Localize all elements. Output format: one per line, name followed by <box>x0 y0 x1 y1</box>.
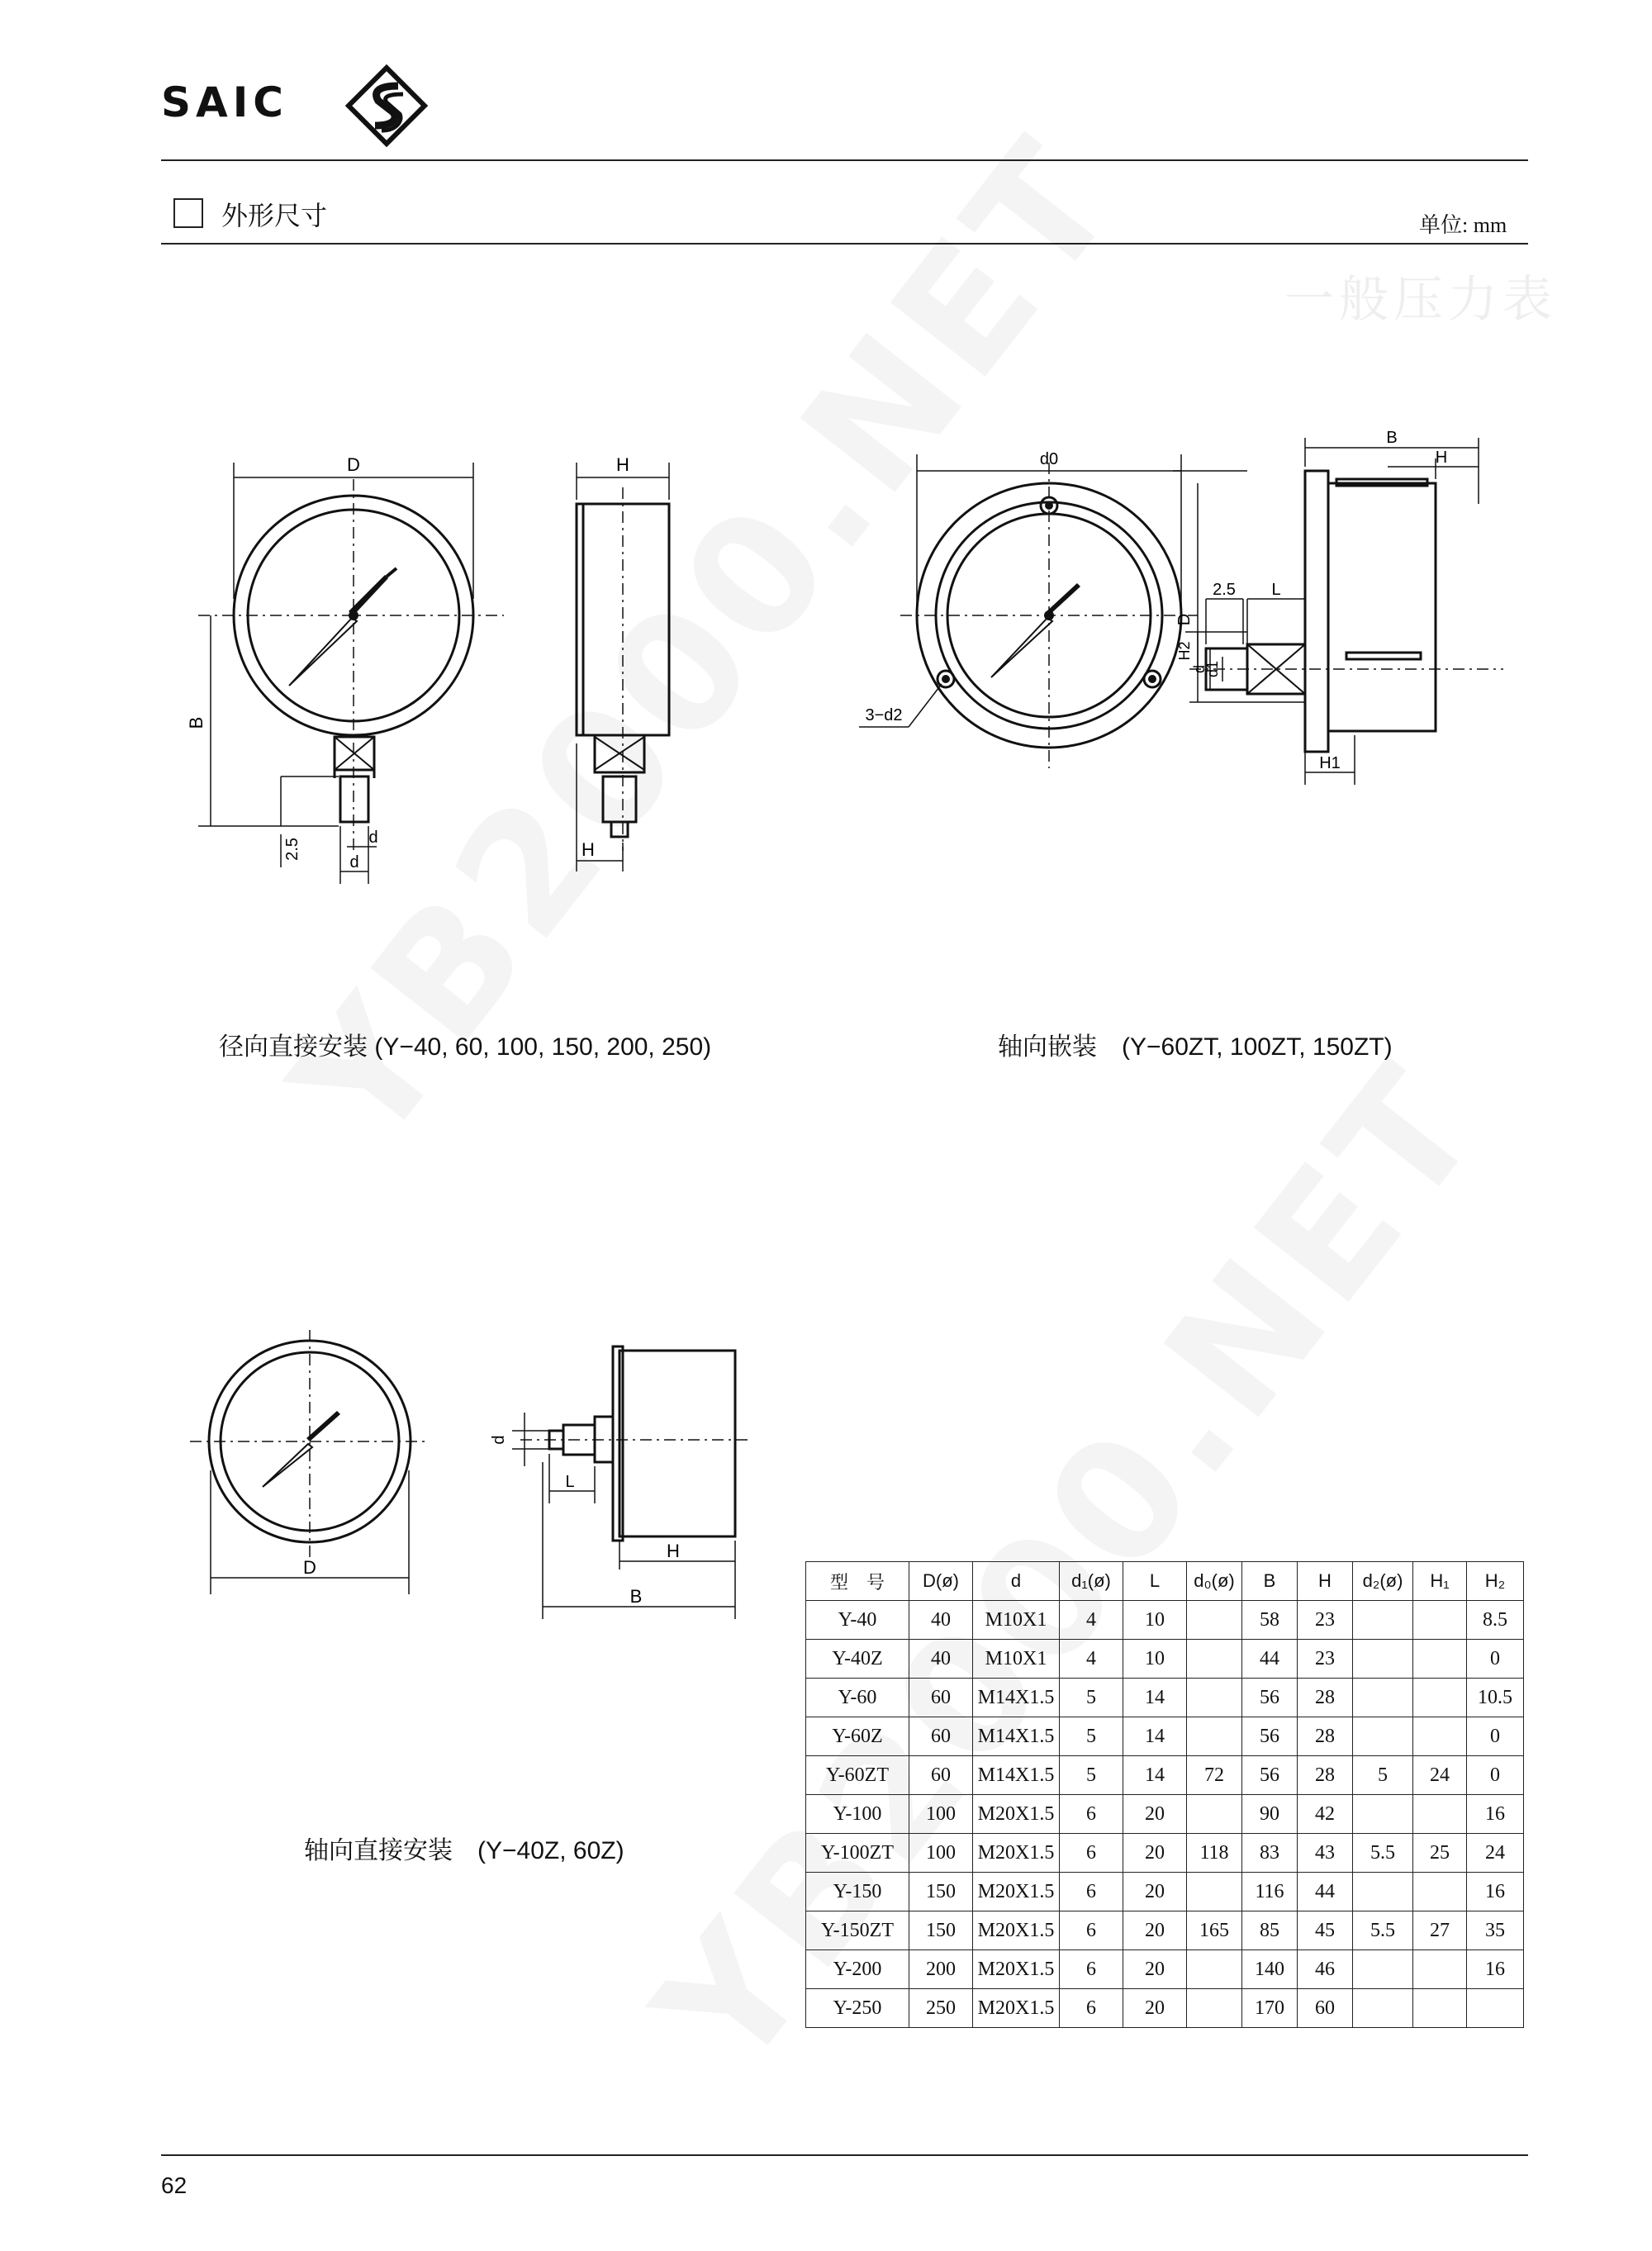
logo-text: SAIC <box>161 78 289 126</box>
table-cell: 150 <box>909 1911 973 1950</box>
dim-label: H1 <box>1319 754 1341 772</box>
model-cell: Y-200 <box>806 1950 909 1989</box>
table-row <box>806 1873 1524 1911</box>
table-cell <box>1187 1989 1242 2028</box>
table-cell: 28 <box>1298 1717 1353 1756</box>
table-cell: 44 <box>1298 1873 1353 1911</box>
table-cell: M20X1.5 <box>973 1795 1060 1834</box>
dim-label: 2.5 <box>1213 581 1236 599</box>
table-cell: M10X1 <box>973 1601 1060 1640</box>
table-cell: 6 <box>1060 1834 1123 1873</box>
dim-label: d <box>490 1435 508 1445</box>
dim-label: H <box>582 839 595 860</box>
table-cell <box>1353 1795 1413 1834</box>
caption-axial-embedded: 轴向嵌装 (Y−60ZT, 100ZT, 150ZT) <box>998 1033 1393 1061</box>
table-cell <box>1413 1873 1467 1911</box>
table-cell: 8.5 <box>1467 1601 1524 1640</box>
table-cell: 60 <box>909 1717 973 1756</box>
table-cell: 6 <box>1060 1950 1123 1989</box>
table-cell: 165 <box>1187 1911 1242 1950</box>
table-cell: 25 <box>1413 1834 1467 1873</box>
table-cell: 56 <box>1242 1717 1298 1756</box>
radial-mount-drawing <box>165 438 727 900</box>
table-cell: 170 <box>1242 1989 1298 2028</box>
table-cell: 20 <box>1123 1834 1187 1873</box>
dim-label: H <box>1435 449 1448 467</box>
table-cell: 4 <box>1060 1640 1123 1679</box>
table-header-cell: L <box>1123 1562 1187 1601</box>
table-header-cell: d₁(ø) <box>1060 1562 1123 1601</box>
table-cell: 60 <box>1298 1989 1353 2028</box>
dim-label: d <box>368 829 378 847</box>
dim-label: B <box>186 716 206 729</box>
table-cell <box>1187 1679 1242 1717</box>
table-cell: 14 <box>1123 1717 1187 1756</box>
model-cell: Y-250 <box>806 1989 909 2028</box>
table-header-cell: H <box>1298 1562 1353 1601</box>
table-cell: 10 <box>1123 1601 1187 1640</box>
model-cell: Y-40Z <box>806 1640 909 1679</box>
table-cell <box>1467 1989 1524 2028</box>
table-row <box>806 1795 1524 1834</box>
table-cell <box>1353 1717 1413 1756</box>
table-cell: 90 <box>1242 1795 1298 1834</box>
table-cell: 20 <box>1123 1873 1187 1911</box>
axial-embedded-drawing <box>859 421 1512 801</box>
table-header-row <box>806 1562 1524 1601</box>
table-cell: 5.5 <box>1353 1834 1413 1873</box>
table-cell <box>1187 1601 1242 1640</box>
table-row <box>806 1679 1524 1717</box>
table-cell <box>1353 1989 1413 2028</box>
model-cell: Y-60 <box>806 1679 909 1717</box>
table-header-cell: B <box>1242 1562 1298 1601</box>
section-checkbox <box>173 198 203 228</box>
table-cell: 43 <box>1298 1834 1353 1873</box>
table-cell: 100 <box>909 1834 973 1873</box>
table-cell: M20X1.5 <box>973 1911 1060 1950</box>
table-cell: 6 <box>1060 1989 1123 2028</box>
table-row <box>806 1640 1524 1679</box>
table-cell: 40 <box>909 1601 973 1640</box>
model-cell: Y-40 <box>806 1601 909 1640</box>
table-cell <box>1413 1989 1467 2028</box>
table-row <box>806 1756 1524 1795</box>
table-cell <box>1353 1601 1413 1640</box>
table-cell: 27 <box>1413 1911 1467 1950</box>
section-rule <box>161 243 1528 245</box>
table-cell: 20 <box>1123 1989 1187 2028</box>
model-cell: Y-150ZT <box>806 1911 909 1950</box>
table-cell: 6 <box>1060 1873 1123 1911</box>
table-header-cell: d₂(ø) <box>1353 1562 1413 1601</box>
table-cell: M14X1.5 <box>973 1717 1060 1756</box>
table-header-cell: 型 号 <box>806 1562 909 1601</box>
table-cell <box>1413 1640 1467 1679</box>
dimension-table <box>805 1561 1524 2028</box>
table-cell: 20 <box>1123 1950 1187 1989</box>
table-cell: 28 <box>1298 1679 1353 1717</box>
table-cell: 150 <box>909 1873 973 1911</box>
table-cell: 6 <box>1060 1911 1123 1950</box>
table-cell: 16 <box>1467 1873 1524 1911</box>
dim-label: B <box>629 1586 643 1607</box>
table-cell: 24 <box>1413 1756 1467 1795</box>
table-cell <box>1413 1950 1467 1989</box>
table-cell: M10X1 <box>973 1640 1060 1679</box>
table-header-cell: H₁ <box>1413 1562 1467 1601</box>
table-cell: 24 <box>1467 1834 1524 1873</box>
table-cell: 14 <box>1123 1756 1187 1795</box>
table-cell <box>1187 1950 1242 1989</box>
model-cell: Y-60ZT <box>806 1756 909 1795</box>
table-cell: M14X1.5 <box>973 1679 1060 1717</box>
table-cell: 45 <box>1298 1911 1353 1950</box>
table-cell: M14X1.5 <box>973 1756 1060 1795</box>
axial-direct-drawing <box>182 1322 752 1636</box>
table-cell <box>1413 1679 1467 1717</box>
table-header-cell: d <box>973 1562 1060 1601</box>
dim-label: 2.5 <box>283 838 301 861</box>
table-cell: M20X1.5 <box>973 1834 1060 1873</box>
saic-logo-icon <box>345 64 428 147</box>
table-cell: 16 <box>1467 1950 1524 1989</box>
table-cell: 116 <box>1242 1873 1298 1911</box>
table-row <box>806 1834 1524 1873</box>
table-cell <box>1353 1950 1413 1989</box>
table-header-cell: H₂ <box>1467 1562 1524 1601</box>
table-cell: 0 <box>1467 1756 1524 1795</box>
table-cell: 118 <box>1187 1834 1242 1873</box>
table-cell: M20X1.5 <box>973 1950 1060 1989</box>
table-cell: 23 <box>1298 1601 1353 1640</box>
model-cell: Y-150 <box>806 1873 909 1911</box>
table-row <box>806 1989 1524 2028</box>
table-cell: 42 <box>1298 1795 1353 1834</box>
table-cell: 5 <box>1060 1679 1123 1717</box>
table-cell: 72 <box>1187 1756 1242 1795</box>
table-cell: 23 <box>1298 1640 1353 1679</box>
table-cell: 140 <box>1242 1950 1298 1989</box>
table-cell <box>1353 1873 1413 1911</box>
caption-axial-direct: 轴向直接安装 (Y−40Z, 60Z) <box>304 1837 624 1864</box>
dim-label: d <box>1191 664 1208 674</box>
dim-label: 3−d2 <box>865 706 903 724</box>
table-cell: 6 <box>1060 1795 1123 1834</box>
model-cell: Y-100 <box>806 1795 909 1834</box>
dim-label: d0 <box>1039 450 1059 468</box>
table-cell <box>1413 1795 1467 1834</box>
table-cell: 4 <box>1060 1601 1123 1640</box>
table-cell: 250 <box>909 1989 973 2028</box>
table-row <box>806 1717 1524 1756</box>
table-cell <box>1353 1679 1413 1717</box>
table-cell: 5 <box>1060 1756 1123 1795</box>
model-cell: Y-60Z <box>806 1717 909 1756</box>
table-cell: 35 <box>1467 1911 1524 1950</box>
table-cell: 56 <box>1242 1756 1298 1795</box>
table-cell: 10 <box>1123 1640 1187 1679</box>
dim-label: D <box>303 1557 316 1578</box>
table-cell: 5 <box>1060 1717 1123 1756</box>
table-cell: 200 <box>909 1950 973 1989</box>
faded-title: 一般压力表 <box>1284 272 1557 327</box>
dim-label: d <box>349 853 359 871</box>
table-cell: 46 <box>1298 1950 1353 1989</box>
unit-label: 单位: mm <box>1419 213 1507 237</box>
dim-label: H2 <box>1176 641 1193 661</box>
table-cell <box>1187 1717 1242 1756</box>
dim-label: B <box>1386 429 1398 447</box>
table-row <box>806 1911 1524 1950</box>
table-body <box>806 1601 1524 2028</box>
table-cell: 5 <box>1353 1756 1413 1795</box>
dim-label: H <box>616 454 629 475</box>
table-row <box>806 1601 1524 1640</box>
table-header-cell: D(ø) <box>909 1562 973 1601</box>
table-cell: 100 <box>909 1795 973 1834</box>
table-header-cell: d₀(ø) <box>1187 1562 1242 1601</box>
table-cell: 20 <box>1123 1795 1187 1834</box>
table-cell: 14 <box>1123 1679 1187 1717</box>
dim-label: D <box>1175 613 1194 626</box>
table-cell <box>1187 1795 1242 1834</box>
dim-label: L <box>565 1473 575 1491</box>
table-cell: 16 <box>1467 1795 1524 1834</box>
table-cell: 56 <box>1242 1679 1298 1717</box>
dim-label: L <box>1271 581 1281 599</box>
table-cell: M20X1.5 <box>973 1873 1060 1911</box>
table-cell: 5.5 <box>1353 1911 1413 1950</box>
table-cell: 60 <box>909 1679 973 1717</box>
table-cell: 83 <box>1242 1834 1298 1873</box>
header-rule <box>161 159 1528 161</box>
section-title: 外形尺寸 <box>221 201 328 230</box>
dim-label: D <box>347 454 360 475</box>
table-cell: M20X1.5 <box>973 1989 1060 2028</box>
dim-label: H <box>667 1541 680 1561</box>
table-cell: 60 <box>909 1756 973 1795</box>
table-row <box>806 1950 1524 1989</box>
model-cell: Y-100ZT <box>806 1834 909 1873</box>
table-cell: 85 <box>1242 1911 1298 1950</box>
table-cell: 10.5 <box>1467 1679 1524 1717</box>
caption-radial: 径向直接安装 (Y−40, 60, 100, 150, 200, 250) <box>219 1033 712 1061</box>
table-cell: 28 <box>1298 1756 1353 1795</box>
table-cell <box>1353 1640 1413 1679</box>
page-number: 62 <box>161 2173 188 2198</box>
table-cell <box>1187 1640 1242 1679</box>
table-cell: 40 <box>909 1640 973 1679</box>
footer-rule <box>161 2154 1528 2156</box>
table-cell <box>1187 1873 1242 1911</box>
table-cell: 0 <box>1467 1717 1524 1756</box>
table-cell <box>1413 1717 1467 1756</box>
table-cell: 58 <box>1242 1601 1298 1640</box>
dim-label: d1 <box>1204 660 1221 678</box>
table-cell: 20 <box>1123 1911 1187 1950</box>
table-cell: 44 <box>1242 1640 1298 1679</box>
table-cell: 0 <box>1467 1640 1524 1679</box>
table-cell <box>1413 1601 1467 1640</box>
